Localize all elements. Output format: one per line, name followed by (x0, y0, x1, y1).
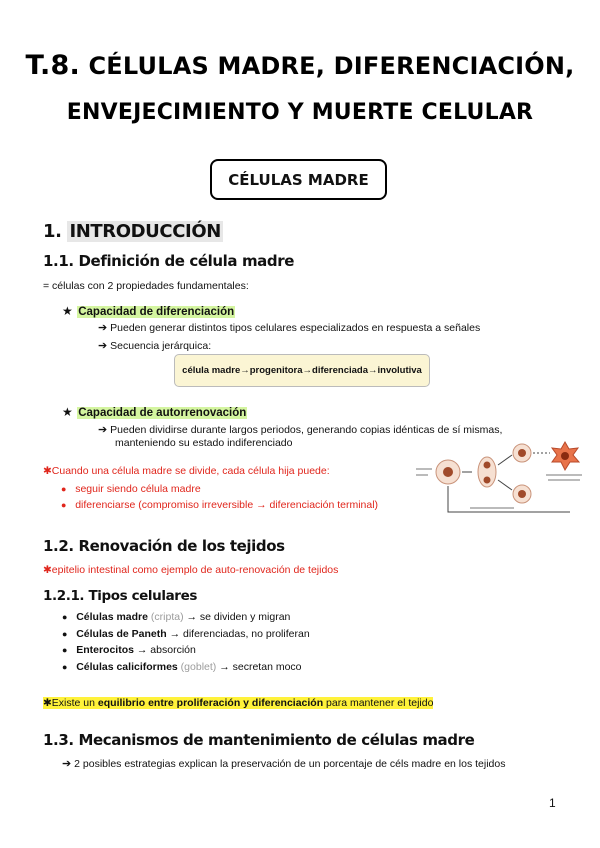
cell-nucleus (484, 477, 491, 484)
list-item (61, 483, 201, 495)
heading-tipos-celulares: 1.2.1. Tipos celulares (43, 588, 197, 604)
cell-type-desc: → diferenciadas, no proliferan (166, 628, 310, 640)
cell-type-name: Enterocitos (76, 644, 134, 656)
heading-text: INTRODUCCIÓN (69, 221, 221, 242)
seq-arrow: → (240, 365, 250, 376)
list-item-continuation: manteniendo su estado indiferenciado (115, 437, 293, 449)
star-icon: ★ (62, 304, 73, 318)
seq-progenitor: progenitora (249, 365, 303, 376)
bullet-icon: ● (61, 500, 67, 510)
list-item (62, 628, 310, 640)
list-item (61, 499, 378, 511)
bullet-icon: ● (62, 645, 68, 655)
seq-stem: célula madre (182, 365, 241, 376)
equilibrium-note (43, 697, 433, 709)
property-autorrenovacion (62, 403, 247, 421)
bullet-icon: ● (62, 629, 68, 639)
list-item (98, 339, 211, 352)
arrow-icon: ➔ (98, 322, 108, 334)
arrow-icon: ➔ (98, 424, 108, 436)
list-item-text: Pueden dividirse durante largos periodos, generando copias idénticas de sí mismas, (110, 424, 503, 436)
list-item-text: diferenciarse (compromiso irreversible → diferenciación terminal) (75, 499, 379, 511)
list-item (98, 321, 480, 334)
bullet-icon: ● (62, 612, 68, 622)
cell-nucleus (443, 467, 453, 477)
property-label: Capacidad de diferenciación (78, 306, 235, 318)
list-item (62, 661, 302, 673)
cell-type-desc: → secretan moco (216, 661, 302, 673)
definition-lead: = células con 2 propiedades fundamentales: (43, 280, 249, 292)
seq-involutive: involutiva (377, 365, 422, 376)
note-text: ✱Existe un (43, 697, 98, 709)
cell-nucleus (484, 462, 491, 469)
heading-number: 1. (43, 221, 62, 242)
title-number: T.8. (25, 50, 80, 81)
heading-definicion: 1.1. Definición de célula madre (43, 252, 295, 270)
cell-type-name: Células caliciformes (76, 661, 178, 673)
seq-differentiated: diferenciada (312, 365, 368, 376)
cell-type-note: (goblet) (177, 661, 217, 673)
cell-nucleus (561, 452, 569, 460)
note-bold: equilibrio entre proliferación y diferenciación (97, 697, 324, 709)
bullet-icon: ● (62, 662, 68, 672)
diagram-label-mark (416, 468, 432, 470)
heading-mecanismos: 1.3. Mecanismos de mantenimiento de células madre (43, 731, 475, 749)
arrow-icon: ➔ (98, 340, 108, 352)
page-title-line1 (0, 50, 600, 81)
seq-arrow: → (368, 365, 378, 376)
note-text: para mantener el tejido (323, 697, 434, 709)
division-note: ✱Cuando una célula madre se divide, cada célula hija puede: (43, 465, 330, 477)
list-item (98, 423, 502, 436)
list-item (62, 757, 505, 770)
list-item-text: Secuencia jerárquica: (110, 340, 212, 352)
property-diferenciacion (62, 302, 235, 320)
cell-type-note: (cripta) (148, 611, 184, 623)
cell-type-name: Células madre (76, 611, 148, 623)
property-label: Capacidad de autorrenovación (78, 407, 247, 419)
list-item-text: 2 posibles estrategias explican la preservación de un porcentaje de céls madre en los tejidos (74, 758, 506, 770)
cell-nucleus (518, 449, 526, 457)
tissue-note: ✱epitelio intestinal como ejemplo de auto-renovación de tejidos (43, 564, 339, 576)
sequence-box (174, 354, 430, 387)
section-title-box: CÉLULAS MADRE (210, 159, 387, 200)
page-number: 1 (549, 796, 556, 810)
heading-introduccion (43, 221, 223, 242)
cell-type-desc: → se dividen y migran (183, 611, 291, 623)
heading-renovacion: 1.2. Renovación de los tejidos (43, 537, 285, 555)
title-text-1: CÉLULAS MADRE, DIFERENCIACIÓN, (88, 52, 575, 80)
page-title-line2: ENVEJECIMIENTO Y MUERTE CELULAR (66, 100, 534, 125)
diagram-label-mark (546, 474, 582, 476)
cell-division-diagram (410, 440, 585, 530)
seq-arrow: → (302, 365, 313, 376)
diagram-label-mark (416, 474, 428, 476)
cell-nucleus (518, 490, 526, 498)
list-item (62, 611, 290, 623)
list-item (62, 644, 196, 656)
diagram-label-mark (548, 479, 580, 481)
diagram-label-mark (470, 507, 514, 509)
cell-type-desc: → absorción (133, 644, 196, 656)
cell-type-name: Células de Paneth (76, 628, 167, 640)
arrow-icon: ➔ (62, 758, 72, 770)
list-item-text: Pueden generar distintos tipos celulares especializados en respuesta a señales (110, 322, 481, 334)
list-item-text: seguir siendo célula madre (75, 483, 201, 495)
bullet-icon: ● (61, 484, 67, 494)
star-icon: ★ (62, 405, 73, 419)
